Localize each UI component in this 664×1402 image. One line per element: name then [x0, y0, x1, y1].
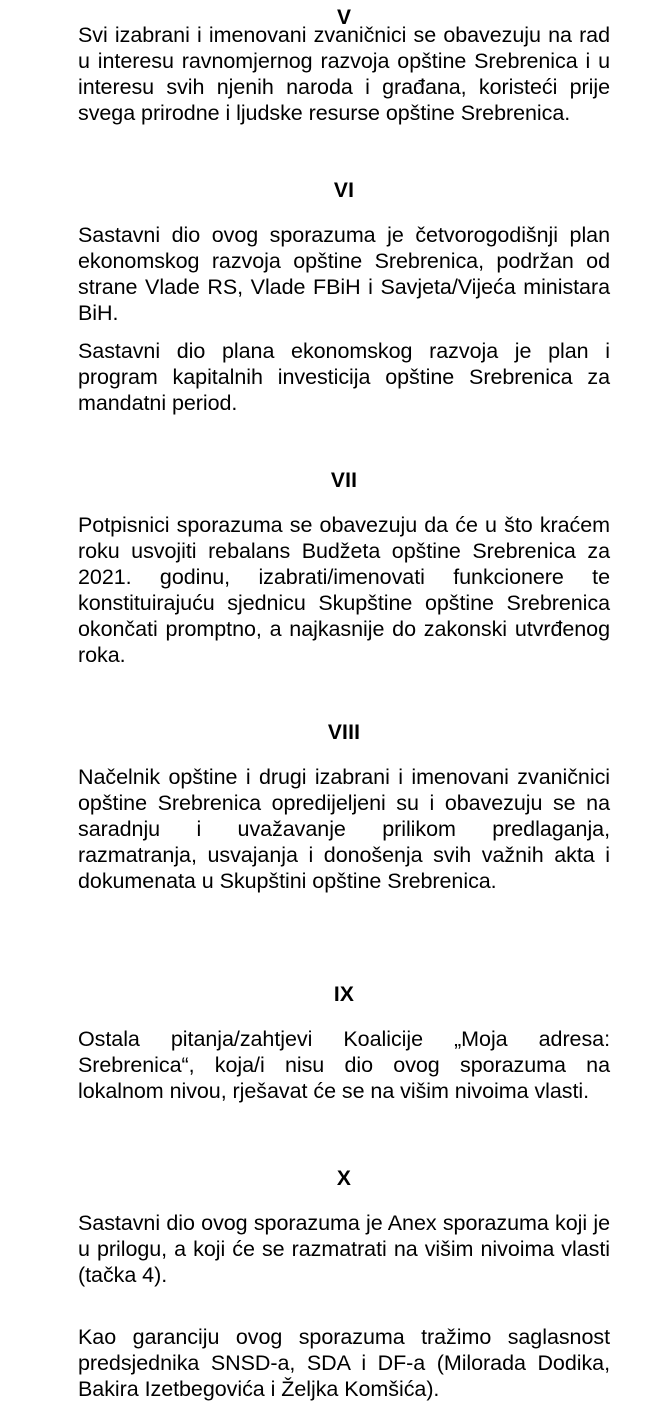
section-heading-vi: VI [333, 179, 355, 202]
section-heading-ix: IX [333, 983, 355, 1006]
section-ix-paragraph-1: Ostala pitanja/zahtjevi Koalicije „Moja adresa: Srebrenica“, koja/i nisu dio ovog sporazuma na lokalnom nivou, rješavat će se na višim nivoima vlasti. [78, 1027, 610, 1103]
section-viii-paragraph-1: Načelnik opštine i drugi izabrani i imenovani zvaničnici opštine Srebrenica opredijeljeni su i obavezuju se na saradnju i uvažavanje prilikom predlaganja, razmatranja, usvajanja i donošenja svih važnih akta i dokumenata u Skupštini opštine Srebrenica. [78, 765, 610, 893]
section-vi-paragraph-1: Sastavni dio ovog sporazuma je četvorogodišnji plan ekonomskog razvoja opštine Srebrenica, podržan od strane Vlade RS, Vlade FBiH i Savjeta/Vijeća ministara BiH. [78, 223, 610, 325]
section-x [78, 1166, 610, 1288]
section-v [78, 6, 610, 126]
section-heading-viii: VIII [327, 721, 361, 744]
section-heading-v: V [336, 6, 351, 29]
closing-paragraph: Kao garanciju ovog sporazuma tražimo saglasnost predsjednika SNSD-a, SDA i DF-a (Milorada Dodika, Bakira Izetbegovića i Željka Komšića). [78, 1325, 610, 1401]
section-viii [78, 720, 610, 894]
section-heading-vii: VII [330, 469, 358, 492]
closing-block [78, 1324, 610, 1402]
section-x-paragraph-1: Sastavni dio ovog sporazuma je Anex sporazuma koji je u prilogu, a koji će se razmatrati na višim nivoima vlasti (tačka 4). [78, 1211, 610, 1287]
section-vi [78, 178, 610, 416]
section-vi-paragraph-2: Sastavni dio plana ekonomskog razvoja je plan i program kapitalnih investicija opštine Srebrenica za mandatni period. [78, 339, 610, 415]
section-heading-x: X [336, 1167, 352, 1190]
section-vii [78, 468, 610, 668]
section-vii-paragraph-1: Potpisnici sporazuma se obavezuju da će u što kraćem roku usvojiti rebalans Budžeta opštine Srebrenica za 2021. godinu, izabrati/imenovati funkcionere te konstituirajuću sjednicu Skupštine opštine Srebrenica okončati promptno, a najkasnije do zakonski utvrđenog roka. [78, 513, 610, 667]
section-v-paragraph-1: Svi izabrani i imenovani zvaničnici se obavezuju na rad u interesu ravnomjernog razvoja opštine Srebrenica i u interesu svih njenih naroda i građana, koristeći prije svega prirodne i ljudske resurse opštine Srebrenica. [78, 23, 610, 125]
document-text-column [78, 0, 610, 1402]
section-ix [78, 982, 610, 1104]
